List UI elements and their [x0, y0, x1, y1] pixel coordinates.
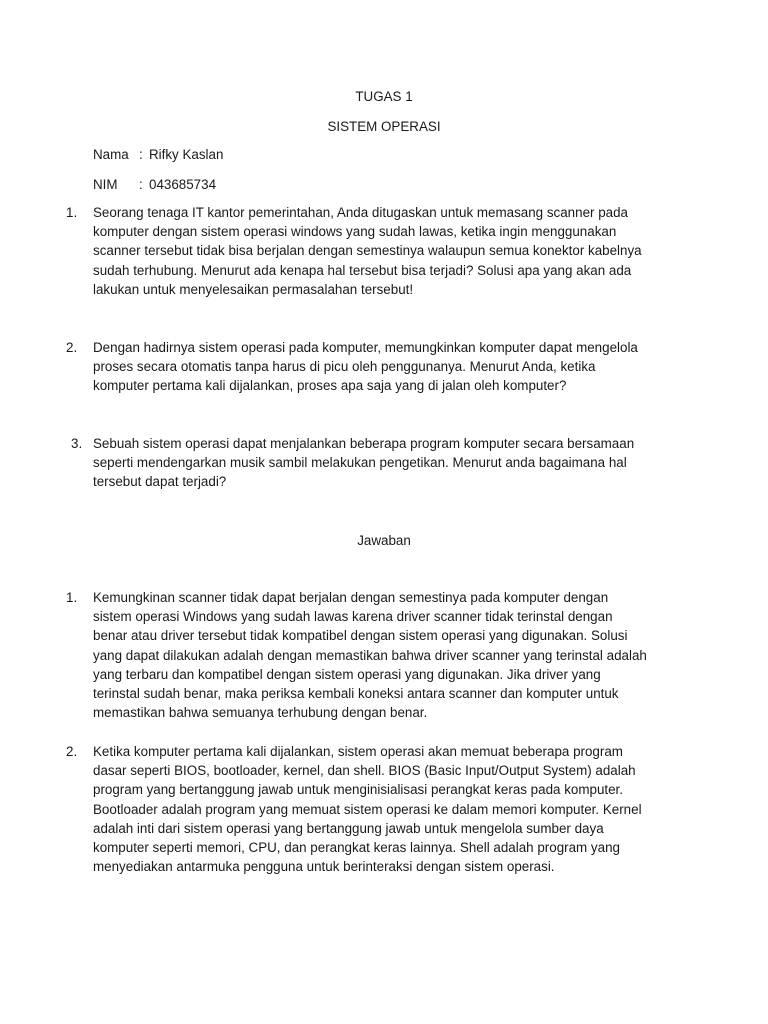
answer-number: 1. — [66, 590, 78, 605]
nim-field — [93, 175, 216, 194]
question-item — [66, 338, 686, 396]
question-item — [66, 434, 686, 492]
question-number: 1. — [66, 205, 78, 220]
name-separator: : — [139, 147, 143, 162]
answer-text: Kemungkinan scanner tidak dapat berjalan dengan semestinya pada komputer dengan sistem operasi Windows yang sudah lawas karena driver scanner tidak terinstal dengan benar atau driver tersebut tidak kompatibel dengan sistem operasi yang digunakan. Solusi yang dapat dilakukan adalah dengan memastikan bahwa driver scanner yang terinstal adalah yang terbaru dan kompatibel dengan sistem operasi yang digunakan. Jika driver yang terinstal sudah benar, maka periksa kembali koneksi antara scanner dan komputer untuk memastikan bahwa semuanya terhubung dengan benar. — [93, 590, 647, 721]
nim-separator: : — [139, 177, 143, 192]
answers-heading: Jawaban — [357, 533, 411, 548]
question-text: Sebuah sistem operasi dapat menjalankan beberapa program komputer secara bersamaan seperti mendengarkan musik sambil melakukan pengetikan. Menurut anda bagaimana hal tersebut dapat terjadi? — [93, 436, 635, 490]
question-text: Seorang tenaga IT kantor pemerintahan, Anda ditugaskan untuk memasang scanner pada komputer dengan sistem operasi windows yang sudah lawas, ketika ingin menggunakan scanner tersebut tidak bisa berjalan dengan semestinya walaupun semua konektor kabelnya sudah terhubung. Menurut ada kenapa hal tersebut bisa terjadi? Solusi apa yang akan ada lakukan untuk menyelesaikan permasalahan tersebut! — [93, 205, 642, 297]
answer-text: Ketika komputer pertama kali dijalankan, sistem operasi akan memuat beberapa program dasar seperti BIOS, bootloader, kernel, dan shell. BIOS (Basic Input/Output System) adalah program yang bertanggung jawab untuk menginisialisasi perangkat keras pada komputer. Bootloader adalah program yang memuat sistem operasi ke dalam memori komputer. Kernel adalah inti dari sistem operasi yang bertanggung jawab untuk mengelola sumber daya komputer seperti memori, CPU, dan perangkat keras lainnya. Shell adalah program yang menyediakan antarmuka pengguna untuk berinteraksi dengan sistem operasi. — [93, 744, 642, 875]
question-number: 3. — [71, 436, 83, 451]
question-item — [66, 203, 686, 299]
answer-item — [66, 742, 686, 876]
nim-label: NIM — [93, 177, 118, 192]
name-value: Rifky Kaslan — [149, 147, 224, 162]
question-number: 2. — [66, 340, 78, 355]
document-title: TUGAS 1 — [355, 89, 413, 104]
answer-item — [66, 588, 686, 722]
name-field — [93, 145, 223, 164]
name-label: Nama — [93, 147, 129, 162]
document-subtitle: SISTEM OPERASI — [327, 119, 441, 134]
nim-value: 043685734 — [149, 177, 217, 192]
question-text: Dengan hadirnya sistem operasi pada komputer, memungkinkan komputer dapat mengelola proses secara otomatis tanpa harus di picu oleh penggunanya. Menurut Anda, ketika komputer pertama kali dijalankan, proses apa saja yang di jalan oleh komputer? — [93, 340, 638, 394]
answer-number: 2. — [66, 744, 78, 759]
